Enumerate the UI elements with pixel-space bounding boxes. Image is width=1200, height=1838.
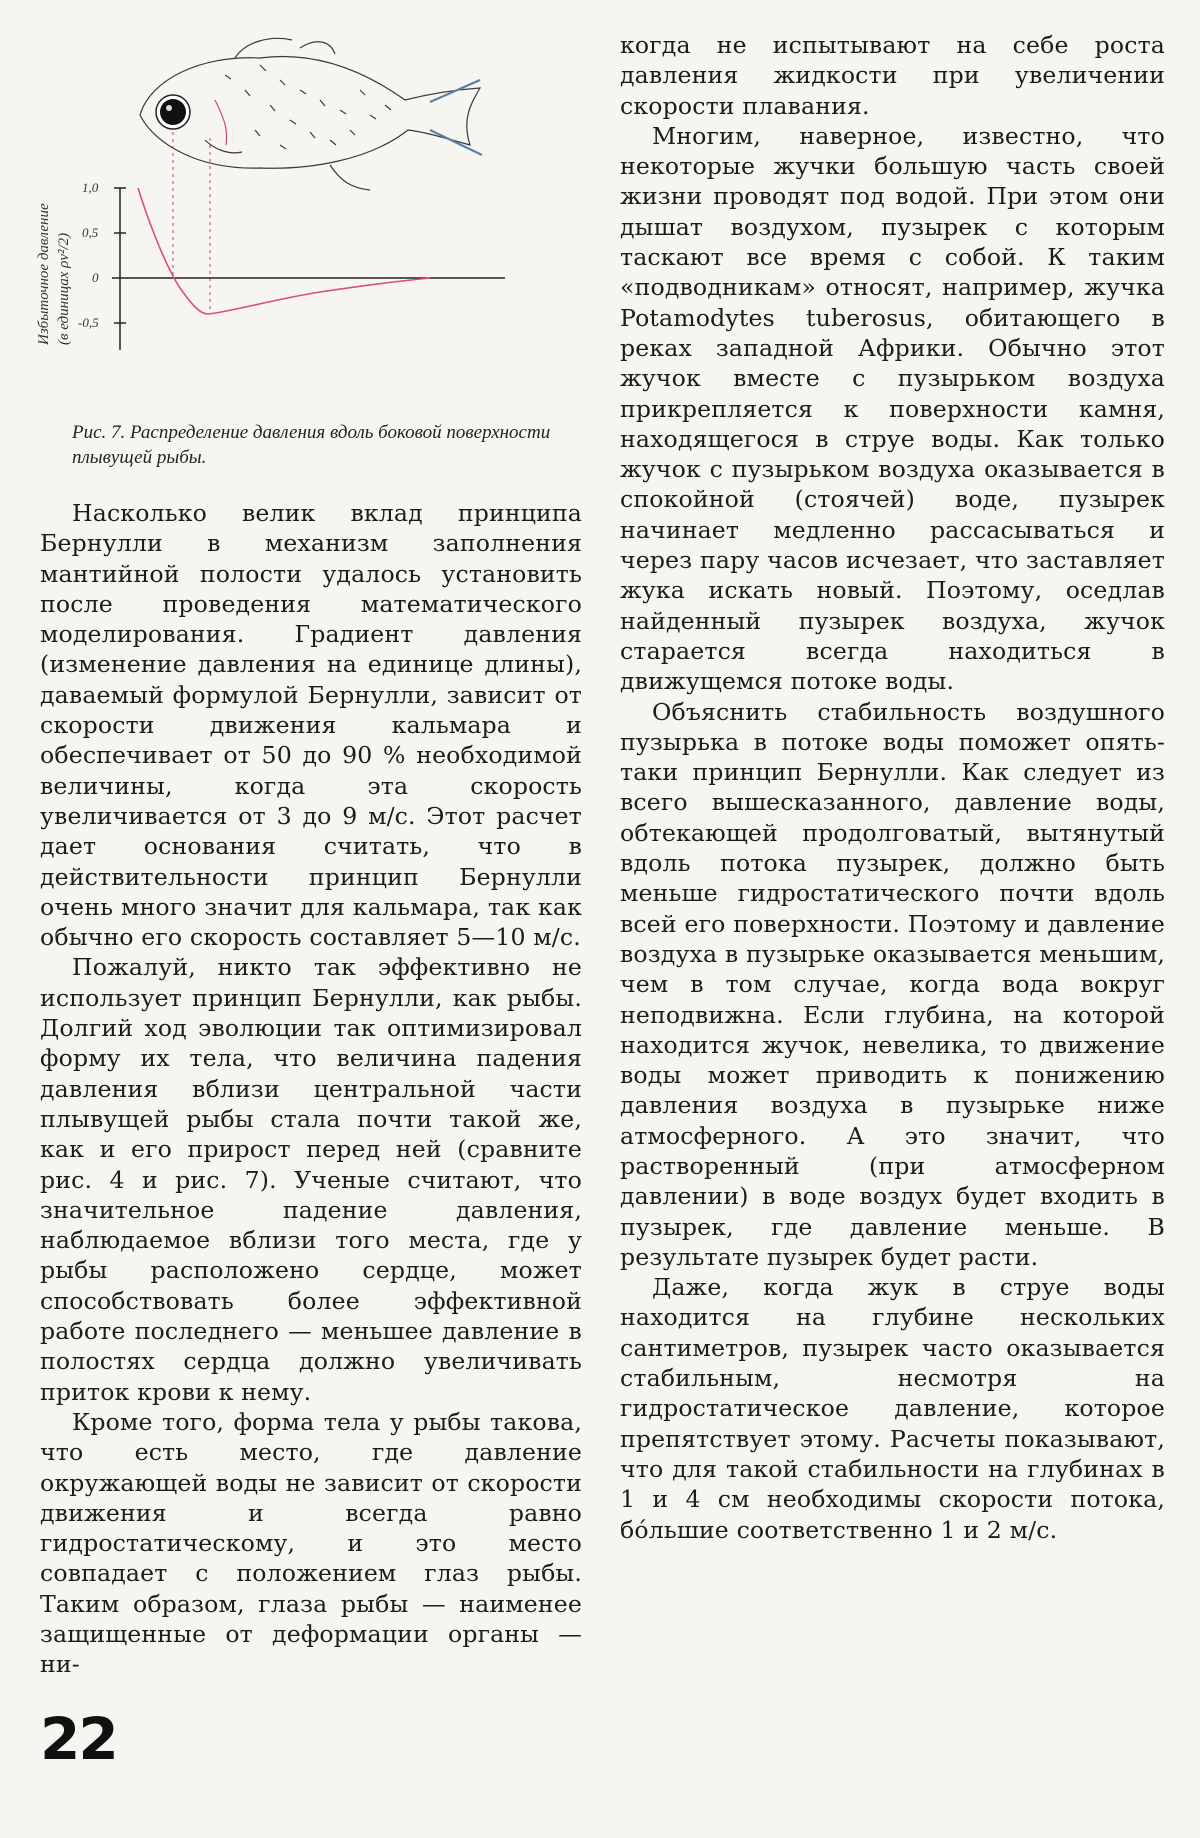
paragraph: Многим, наверное, известно, что некоторые жучки большую часть своей жизни проводят под водой. При этом они дышат воздухом, пузырек с которым таскают все время с собой. К таким «подводникам» относят, например, жучка Potamodytes tuberosus, обитающего в реках западной Африки. Обычно этот жучок вместе с пузырьком воздуха прикрепляется к поверхности камня, находящегося в струе воды. Как только жучок с пузырьком воздуха оказывается в спокойной (стоячей) воде, пузырек начинает медленно рассасываться и через пару часов исчезает, что заставляет жука искать новый. Поэтому, оседлав найденный пузырек воздуха, жучок старается всегда находиться в движущемся потоке воды. — [620, 121, 1165, 696]
right-column — [620, 30, 1165, 1545]
tick-label: 0 — [92, 270, 99, 285]
y-axis-title: Избыточное давление — [36, 203, 52, 345]
y-axis-unit: (в единицах ρv²/2) — [56, 232, 72, 345]
paragraph: когда не испытывают на себе роста давления жидкости при увеличении скорости плавания. — [620, 31, 1165, 120]
fish-eye — [156, 95, 190, 129]
page-number: 22 — [40, 1705, 117, 1773]
paragraph: Объяснить стабильность воздушного пузырька в потоке воды поможет опять-таки принцип Бернулли. Как следует из всего вышесказанного, давление воды, обтекающей продолговатый, вытянутый вдоль потока пузырек, должно быть меньше гидростатического почти вдоль всей его поверхности. Поэтому и давление воздуха в пузырьке оказывается меньшим, чем в том случае, когда вода вокруг неподвижна. Если глубина, на которой находится жучок, невелика, то движение воды может приводить к понижению давления воздуха в пузырьке ниже атмосферного. А это значит, что растворенный (при атмосферном давлении) в воде воздух будет входить в пузырек, где давление меньше. В результате пузырек будет расти. — [620, 697, 1165, 1271]
pressure-chart — [30, 20, 590, 415]
pressure-curve — [138, 188, 430, 314]
fish-illustration — [140, 38, 482, 190]
paragraph: Даже, когда жук в струе воды находится на глубине нескольких сантиметров, пузырек часто оказывается стабильным, несмотря на гидростатическое давление, которое препятствует этому. Расчеты показывают, что для такой стабильности на глубинах в 1 и 4 см необходимы скорости потока, бо́льшие соответственно 1 и 2 м/с. — [620, 1273, 1165, 1544]
figure-caption: Рис. 7. Распределение давления вдоль боковой поверхности плывущей рыбы. — [72, 422, 551, 468]
paragraph: Кроме того, форма тела у рыбы такова, что есть место, где давление окружающей воды не зависит от скорости движения и всегда равно гидростатическому, и это место совпадает с положением глаз рыбы. Таким образом, глаза рыбы — наименее защищенные от деформации органы — ни- — [40, 1407, 582, 1679]
tick-label: 0,5 — [82, 225, 99, 240]
tick-label: 1,0 — [82, 180, 99, 195]
left-column — [40, 498, 582, 1680]
tick-label: -0,5 — [78, 315, 99, 330]
figure-7 — [30, 20, 590, 415]
paragraph: Пожалуй, никто так эффективно не использует принцип Бернулли, как рыбы. Долгий ход эволюции так оптимизировал форму их тела, что величина падения давления вблизи центральной части плывущей рыбы стала почти такой же, как и его прирост перед ней (сравните рис. 4 и рис. 7). Ученые считают, что значительное падение давления, наблюдаемое вблизи того места, где у рыбы расположено сердце, может способствовать более эффективной работе последнего — меньшее давление в полостях сердца должно увеличивать приток крови к нему. — [40, 953, 582, 1406]
paragraph: Насколько велик вклад принципа Бернулли в механизм заполнения мантийной полости удалось установить после проведения математического моделирования. Градиент давления (изменение давления на единице длины), даваемый формулой Бернулли, зависит от скорости движения кальмара и обеспечивает от 50 до 90 % необходимой величины, когда эта скорость увеличивается от 3 до 9 м/с. Этот расчет дает основания считать, что в действительности принцип Бернулли очень много значит для кальмара, так как обычно его скорость составляет 5—10 м/с. — [40, 499, 582, 952]
